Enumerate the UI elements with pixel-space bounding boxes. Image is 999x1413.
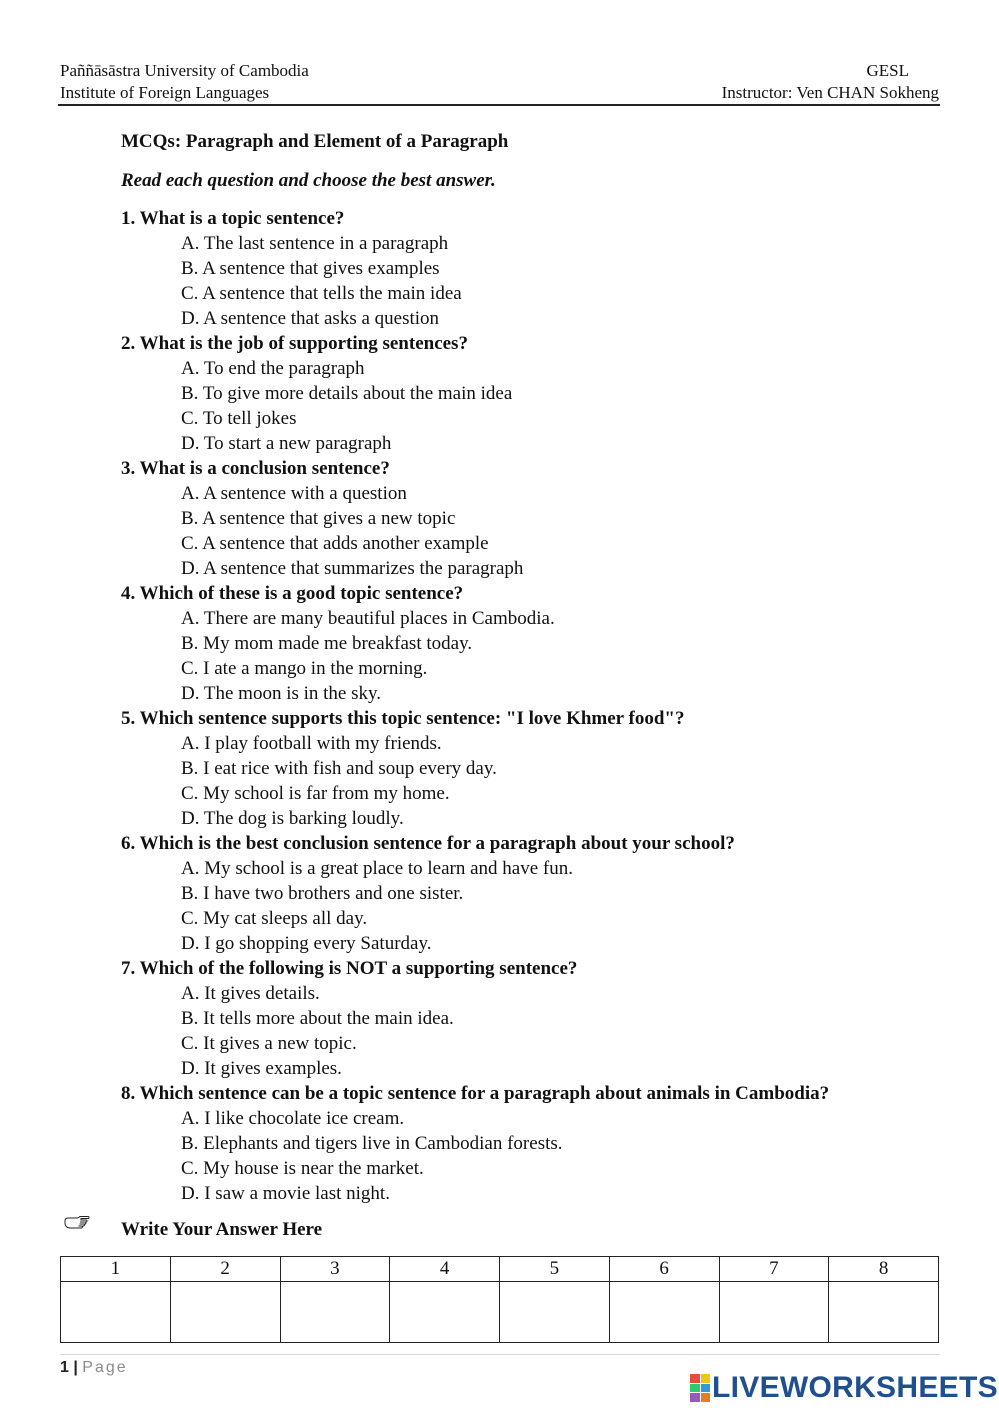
answer-cell-3[interactable] [280,1282,390,1343]
question-1-option-d: D. A sentence that asks a question [181,308,440,329]
question-4-option-a: A. There are many beautiful places in Cambodia. [181,608,555,629]
question-8-option-c: C. My house is near the market. [181,1158,424,1179]
course-code: GESL [866,61,909,80]
question-5: 5. Which sentence supports this topic sentence: "I love Khmer food"? [121,708,685,729]
answer-cell-1[interactable] [61,1282,171,1343]
question-6: 6. Which is the best conclusion sentence for a paragraph about your school? [121,833,735,854]
question-4-option-d: D. The moon is in the sky. [181,683,382,704]
worksheet-instruction: Read each question and choose the best answer. [121,170,496,191]
question-7-option-d: D. It gives examples. [181,1058,342,1079]
answer-section-header [60,1215,660,1245]
answer-column-label: 6 [609,1257,719,1282]
liveworksheets-wordmark: LIVEWORKSHEETS [712,1371,998,1404]
question-7-option-c: C. It gives a new topic. [181,1033,357,1054]
pointing-hand-icon [64,1214,90,1230]
question-8-option-b: B. Elephants and tigers live in Cambodian forests. [181,1133,563,1154]
question-6-option-d: D. I go shopping every Saturday. [181,933,432,954]
question-6-option-c: C. My cat sleeps all day. [181,908,368,929]
question-4: 4. Which of these is a good topic sentence? [121,583,464,604]
question-3-option-a: A. A sentence with a question [181,483,407,504]
liveworksheets-logo-icon [690,1374,710,1402]
answer-table-input-row [61,1282,939,1343]
question-2-option-c: C. To tell jokes [181,408,297,429]
answer-column-label: 3 [280,1257,390,1282]
answer-section-title: Write Your Answer Here [121,1219,323,1240]
question-3-option-c: C. A sentence that adds another example [181,533,489,554]
instructor-name: Instructor: Ven CHAN Sokheng [721,83,939,102]
question-2-option-d: D. To start a new paragraph [181,433,392,454]
answer-column-label: 1 [61,1257,171,1282]
answer-column-label: 4 [390,1257,500,1282]
answer-cell-4[interactable] [390,1282,500,1343]
question-5-option-c: C. My school is far from my home. [181,783,450,804]
answer-cell-5[interactable] [500,1282,610,1343]
answer-column-label: 7 [719,1257,829,1282]
question-3-option-b: B. A sentence that gives a new topic [181,508,456,529]
question-8-option-d: D. I saw a movie last night. [181,1183,390,1204]
question-7-option-b: B. It tells more about the main idea. [181,1008,454,1029]
answer-cell-6[interactable] [609,1282,719,1343]
question-3: 3. What is a conclusion sentence? [121,458,390,479]
footer-divider [60,1354,940,1355]
question-7-option-a: A. It gives details. [181,983,320,1004]
question-1-option-c: C. A sentence that tells the main idea [181,283,462,304]
answer-column-label: 5 [500,1257,610,1282]
question-2: 2. What is the job of supporting sentences? [121,333,468,354]
question-5-option-a: A. I play football with my friends. [181,733,442,754]
header-divider [58,104,940,106]
page-label: Page [82,1359,128,1376]
department-name: Institute of Foreign Languages [60,83,270,102]
question-6-option-a: A. My school is a great place to learn and have fun. [181,858,574,879]
question-8-option-a: A. I like chocolate ice cream. [181,1108,405,1129]
question-1-option-b: B. A sentence that gives examples [181,258,440,279]
question-4-option-b: B. My mom made me breakfast today. [181,633,473,654]
worksheet-body [121,129,941,1206]
question-2-option-b: B. To give more details about the main idea [181,383,513,404]
page-header [60,60,939,104]
liveworksheets-brand [690,1371,998,1405]
page-number: 1 [60,1359,69,1376]
question-1-option-a: A. The last sentence in a paragraph [181,233,449,254]
question-8: 8. Which sentence can be a topic sentence for a paragraph about animals in Cambodia? [121,1083,830,1104]
answer-column-label: 2 [170,1257,280,1282]
answer-table-header-row [61,1257,939,1282]
worksheet-title: MCQs: Paragraph and Element of a Paragraph [121,131,509,152]
answer-cell-8[interactable] [829,1282,939,1343]
answer-cell-2[interactable] [170,1282,280,1343]
question-5-option-d: D. The dog is barking loudly. [181,808,404,829]
question-2-option-a: A. To end the paragraph [181,358,365,379]
page-footer [60,1358,128,1378]
page-separator: | [73,1359,78,1376]
question-3-option-d: D. A sentence that summarizes the paragraph [181,558,524,579]
answer-cell-7[interactable] [719,1282,829,1343]
answer-column-label: 8 [829,1257,939,1282]
question-list [121,206,941,1206]
question-5-option-b: B. I eat rice with fish and soup every day. [181,758,497,779]
institution-name: Paññāsāstra University of Cambodia [60,61,309,80]
question-4-option-c: C. I ate a mango in the morning. [181,658,428,679]
question-7: 7. Which of the following is NOT a supporting sentence? [121,958,578,979]
question-1: 1. What is a topic sentence? [121,208,345,229]
question-6-option-b: B. I have two brothers and one sister. [181,883,464,904]
answer-table [60,1256,939,1343]
